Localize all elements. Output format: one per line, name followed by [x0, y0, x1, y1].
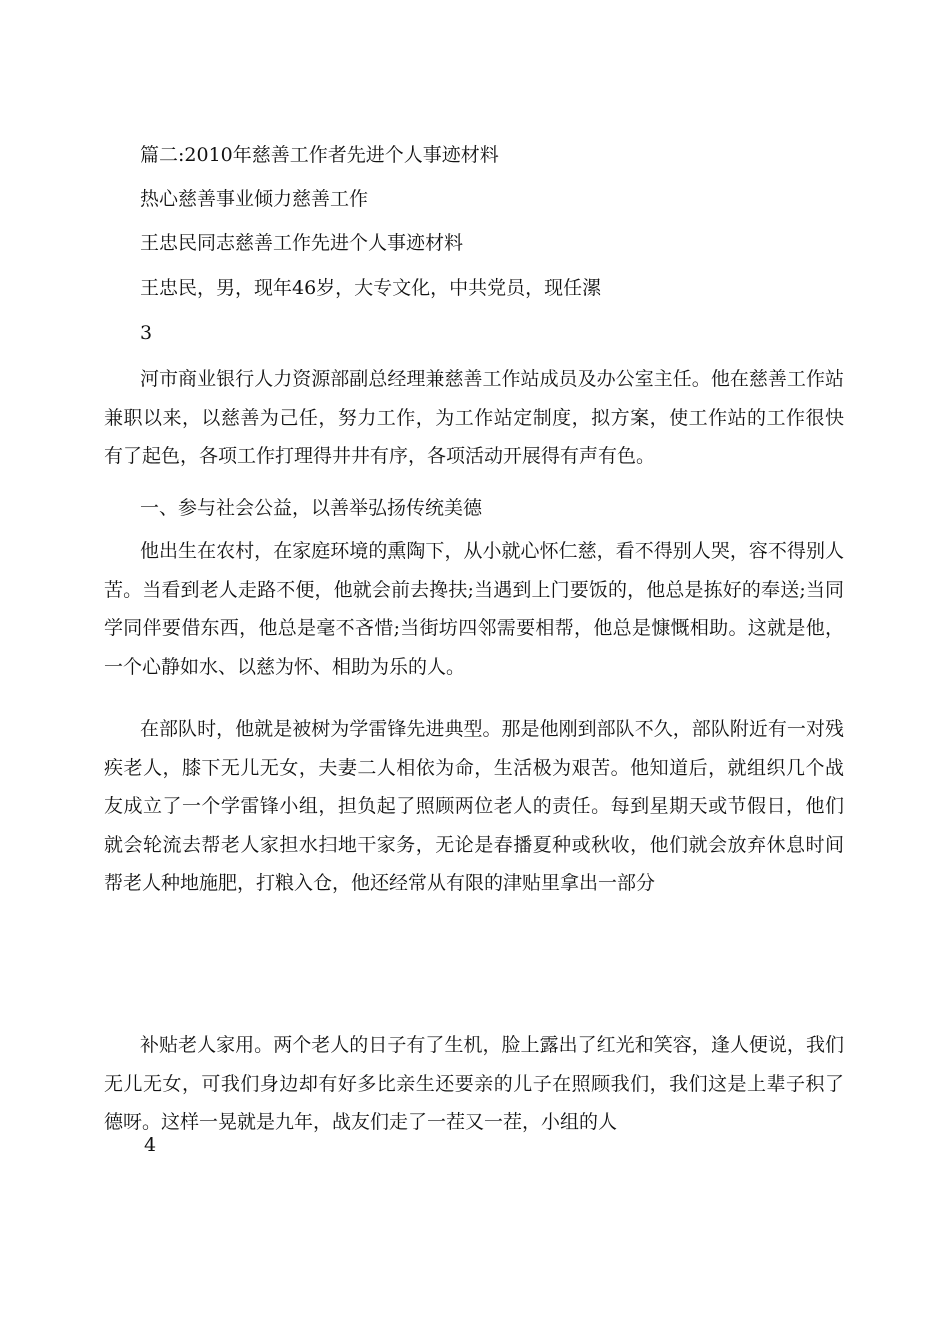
paragraph-intro-continued: 河市商业银行人力资源部副总经理兼慈善工作站成员及办公室主任。他在慈善工作站兼职以来，以慈善为己任，努力工作，为工作站定制度，拟方案，使工作站的工作很快有了起色，各项工作打理得井井有序，各项活动开展得有声有色。 — [104, 368, 844, 467]
intro-line: 王忠民，男，现年46岁，大专文化，中共党员，现任漯 — [140, 277, 602, 299]
paragraph-childhood: 他出生在农村，在家庭环境的熏陶下，从小就心怀仁慈，看不得别人哭，容不得别人苦。当看到老人走路不便，他就会前去搀扶;当遇到上门要饭的，他总是拣好的奉送;当同学同伴要借东西，他总是毫不吝惜;当街坊四邻需要相帮，他总是慷慨相助。这就是他，一个心静如水、以慈为怀、相助为乐的人。 — [104, 540, 844, 678]
page-number: 4 — [144, 1134, 157, 1156]
paragraph-subsidy: 补贴老人家用。两个老人的日子有了生机，脸上露出了红光和笑容，逢人便说，我们无儿无女，可我们身边却有好多比亲生还要亲的儿子在照顾我们，我们这是上辈子积了德呀。这样一晃就是九年，战友们走了一茬又一茬，小组的人 — [104, 1034, 844, 1133]
article-title: 王忠民同志慈善工作先进个人事迹材料 — [140, 232, 464, 254]
subtitle: 热心慈善事业倾力慈善工作 — [140, 188, 369, 210]
section-title: 篇二:2010年慈善工作者先进个人事迹材料 — [140, 144, 499, 166]
section-heading-1: 一、参与社会公益，以善举弘扬传统美德 — [140, 497, 483, 519]
paragraph-army: 在部队时，他就是被树为学雷锋先进典型。那是他刚到部队不久，部队附近有一对残疾老人，膝下无儿无女，夫妻二人相依为命，生活极为艰苦。他知道后，就组织几个战友成立了一个学雷锋小组，担负起了照顾两位老人的责任。每到星期天或节假日，他们就会轮流去帮老人家担水扫地干家务，无论是春播夏种或秋收，他们就会放弃休息时间帮老人种地施肥，打粮入仓，他还经常从有限的津贴里拿出一部分 — [104, 718, 844, 894]
page-number: 3 — [140, 322, 153, 344]
